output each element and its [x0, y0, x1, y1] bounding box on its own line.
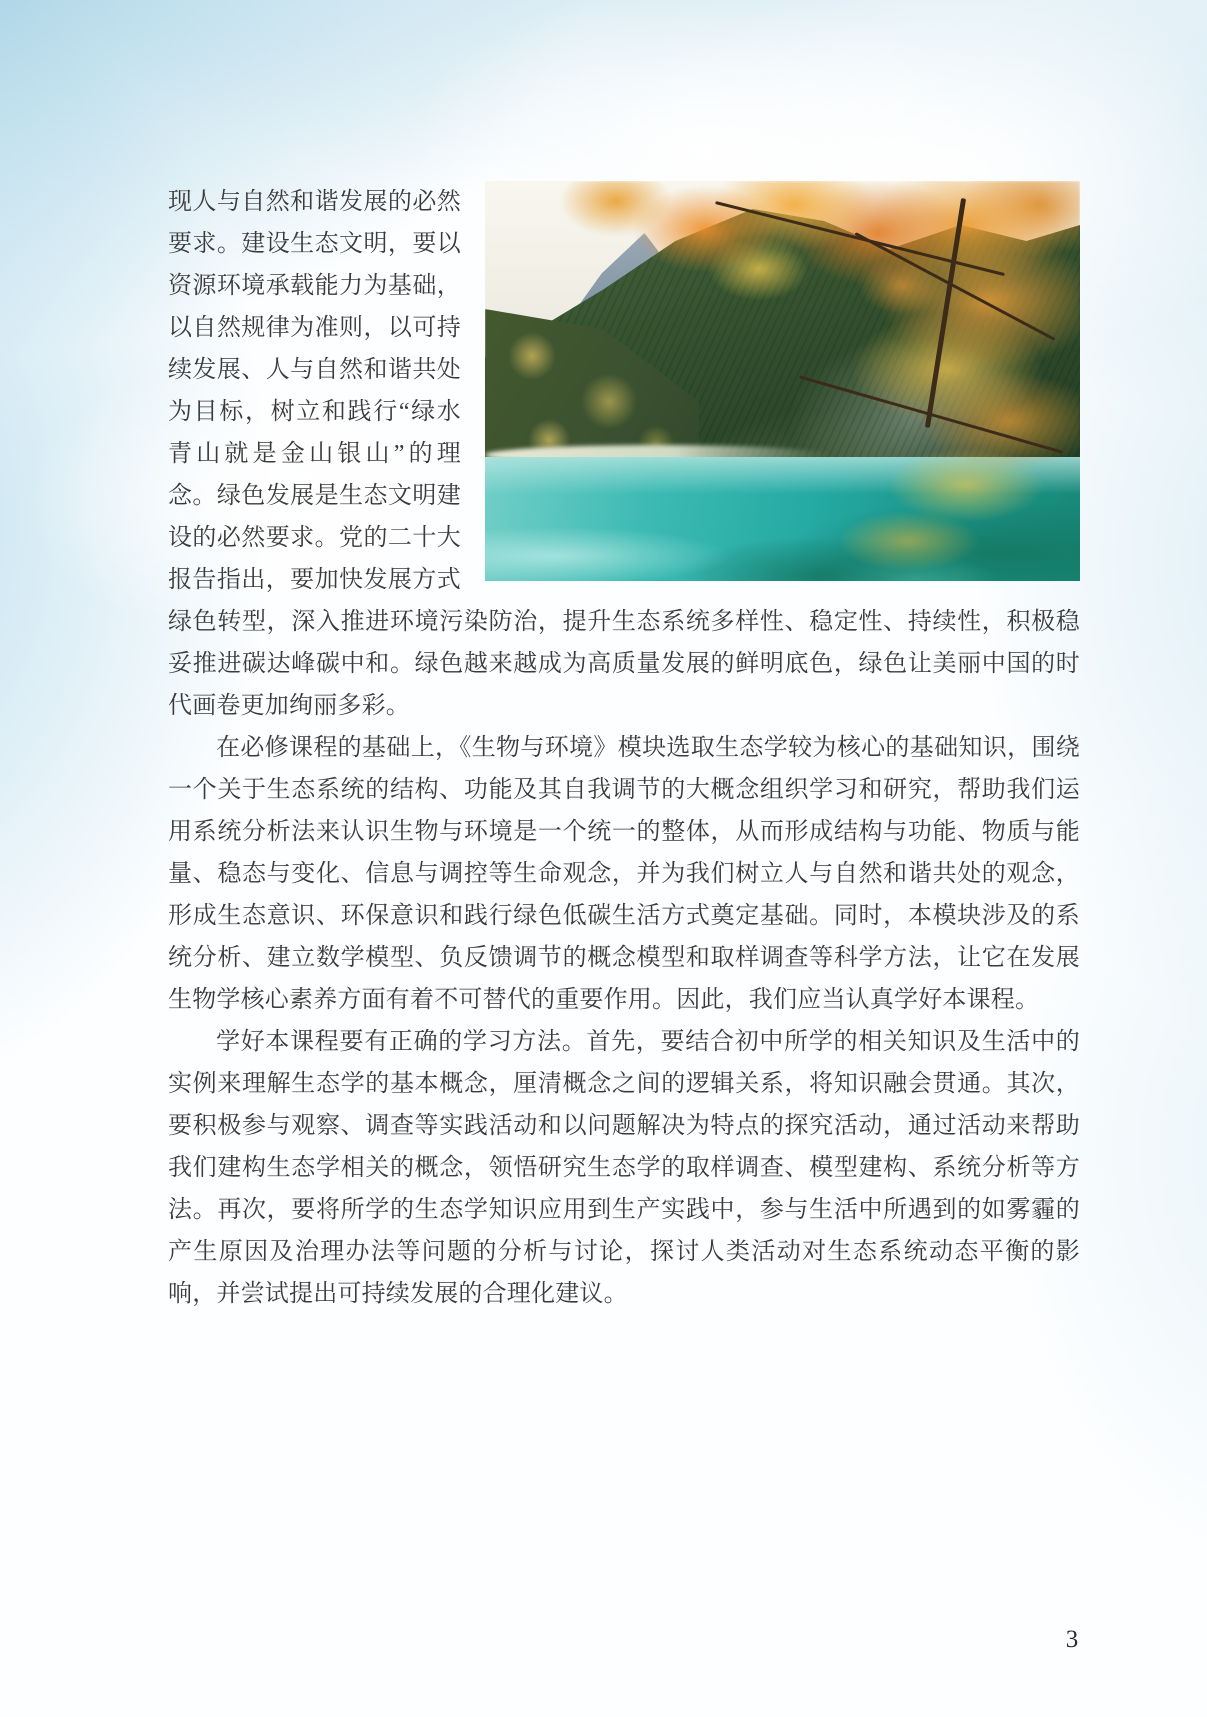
autumn-lake-photo	[485, 181, 1080, 581]
paragraph-module-overview: 在必修课程的基础上，《生物与环境》模块选取生态学较为核心的基础知识，围绕一个关于生态系统的结构、功能及其自我调节的大概念组织学习和研究，帮助我们运用系统分析法来认识生物与环境是一个统一的整体，从而形成结构与功能、物质与能量、稳态与变化、信息与调控等生命观念，并为我们树立人与自然和谐共处的观念，形成生态意识、环保意识和践行绿色低碳生活方式奠定基础。同时，本模块涉及的系统分析、建立数学模型、负反馈调节的概念模型和取样调查等科学方法，让它在发展生物学核心素养方面有着不可替代的重要作用。因此，我们应当认真学好本课程。	[168, 735, 1080, 1013]
paragraph-intro-text: 现人与自然和谐发展的必然要求。建设生态文明，要以资源环境承载能力为基础，以自然规律为准则，以可持续发展、人与自然和谐共处为目标，树立和践行“绿水青山就是金山银山”的理念。绿色发展是生态文明建设的必然要求。党的二十大报告指出，要加快发展方式绿色转型，深入推进环境污染防治，提升生态系统多样性、稳定性、持续性，积极稳妥推进碳达峰碳中和。绿色越来越成为高质量发展的鲜明底色，绿色让美丽中国的时代画卷更加绚丽多彩。	[168, 189, 1080, 719]
page-number: 3	[1065, 1626, 1079, 1653]
paragraph-study-methods: 学好本课程要有正确的学习方法。首先，要结合初中所学的相关知识及生活中的实例来理解生态学的基本概念，厘清概念之间的逻辑关系，将知识融会贯通。其次，要积极参与观察、调查等实践活动和以问题解决为特点的探究活动，通过活动来帮助我们建构生态学相关的概念，领悟研究生态学的取样调查、模型建构、系统分析等方法。再次，要将所学的生态学知识应用到生产实践中，参与生活中所遇到的如雾霾的产生原因及治理办法等问题的分析与讨论，探讨人类活动对生态系统动态平衡的影响，并尝试提出可持续发展的合理化建议。	[168, 1029, 1080, 1307]
page-body-text	[168, 181, 1080, 1315]
paragraph-intro	[168, 181, 1080, 727]
